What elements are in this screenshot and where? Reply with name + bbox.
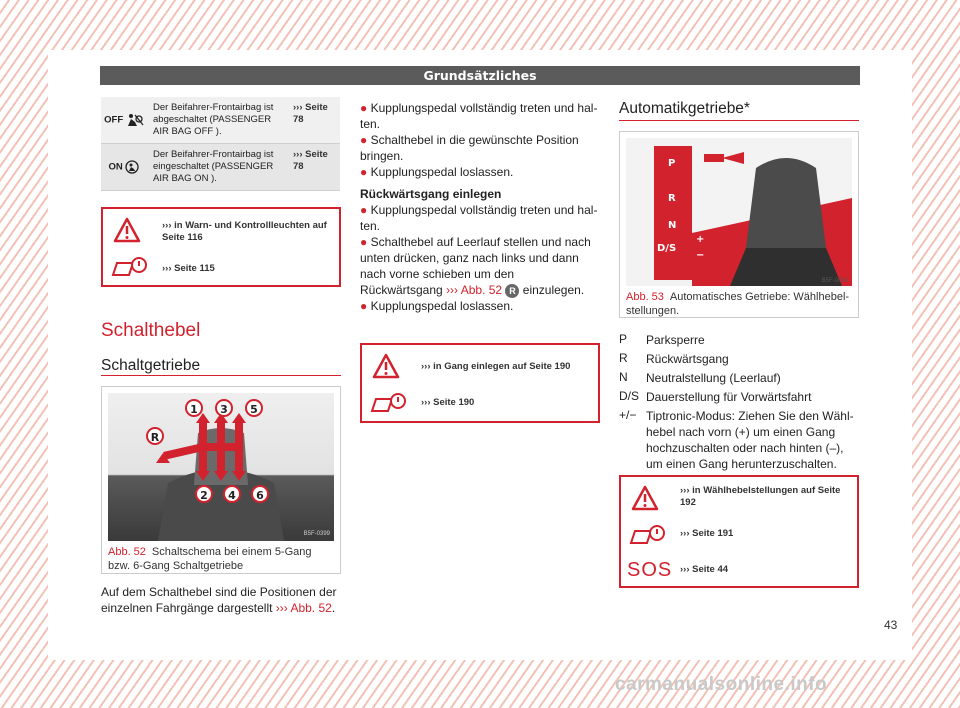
table-row: [101, 144, 340, 191]
list-item: +/− Tiptronic-Modus: Ziehen Sie den Wählhebel nach vorn (+) um einen Gang hochzuschalten oder nach hinten (–), um einen Gang herunterzuschalten.: [619, 408, 854, 471]
reverse-circle-icon: R: [505, 284, 519, 298]
airbag-on-text: Der Beifahrer-Frontairbag ist eingeschaltet (PASSENGER AIR BAG ON ).: [147, 144, 287, 191]
gear-selector-image: [626, 138, 852, 286]
gate-n-label: N: [668, 220, 677, 231]
gear-5-label: 5: [245, 399, 263, 417]
airbag-on-ref[interactable]: ››› Seite 78: [287, 144, 340, 191]
right-note-book-ref[interactable]: ››› Seite 191: [680, 528, 734, 539]
gear-position-list: [619, 330, 859, 472]
middle-text: [360, 100, 600, 314]
reverse-heading: Rückwärtsgang einlegen: [360, 187, 502, 201]
gate-minus-label: −: [696, 250, 705, 261]
list-item: P Parksperre: [619, 332, 705, 347]
list-item: ● Kupplungspedal vollständig treten und halten.: [360, 203, 598, 233]
left-note-warning-ref[interactable]: ››› in Warn- und Kontrollleuchten auf Seite 116: [162, 220, 327, 243]
list-item: ● Schalthebel in die gewünschte Position bringen.: [360, 133, 579, 163]
gate-ds-label: D/S: [657, 243, 677, 254]
gear-r-label: R: [146, 427, 164, 445]
gate-r-label: R: [668, 193, 676, 204]
figure-code: B5F-0010: [821, 278, 848, 284]
airbag-on-icon: ON: [101, 144, 147, 191]
warning-icon: [113, 217, 141, 243]
warning-icon: [631, 485, 659, 511]
airbag-off-icon: OFF: [101, 97, 147, 144]
figure-53-caption: Abb. 53 Automatisches Getriebe: Wählhebelstellungen.: [626, 291, 850, 317]
figure-code: B5F-0399: [303, 531, 330, 537]
subsection-title: Schaltgetriebe: [101, 357, 201, 374]
fig-52-link[interactable]: ››› Abb. 52: [275, 601, 332, 615]
right-note-sos-ref[interactable]: ››› Seite 44: [680, 564, 729, 575]
left-note-book-ref[interactable]: ››› Seite 115: [162, 263, 215, 274]
gear-2-label: 2: [195, 485, 213, 503]
list-item: ● Kupplungspedal loslassen.: [360, 165, 514, 179]
list-item: ● Kupplungspedal loslassen.: [360, 299, 514, 313]
gate-p-label: P: [668, 158, 676, 169]
list-item: D/S Dauerstellung für Vorwärtsfahrt: [619, 389, 812, 404]
figure-52-caption: Abb. 52 Schaltschema bei einem 5-Gang bzw. 6-Gang Schaltgetriebe: [108, 546, 312, 572]
book-icon: [111, 255, 149, 279]
middle-note-book-ref[interactable]: ››› Seite 190: [421, 397, 475, 408]
table-row: [101, 97, 340, 144]
gear-3-label: 3: [215, 399, 233, 417]
fig-52-link[interactable]: ››› Abb. 52: [446, 283, 503, 297]
right-note-warning-ref[interactable]: ››› in Wählhebelstellungen auf Seite 192: [680, 485, 841, 508]
list-item: N Neutralstellung (Leerlauf): [619, 370, 781, 385]
automatic-rule: [619, 120, 859, 121]
list-item: ● Schalthebel auf Leerlauf stellen und nach unten drücken, ganz nach links und dann nach vorne schieben um den Rückwärtsgang ››› Abb. 52 R einzulegen.: [360, 235, 591, 297]
page-number: 43: [884, 618, 898, 632]
left-body-text: Auf dem Schalthebel sind die Positionen der einzelnen Fahrgänge dargestellt ››› Abb. 52.: [101, 585, 337, 615]
left-note-box: [101, 207, 341, 287]
gear-4-label: 4: [223, 485, 241, 503]
airbag-off-text: Der Beifahrer-Frontairbag ist abgeschaltet (PASSENGER AIR BAG OFF ).: [147, 97, 287, 144]
subsection-rule: [101, 375, 341, 376]
automatic-title: Automatikgetriebe*: [619, 100, 750, 117]
book-icon: [370, 391, 408, 415]
list-item: R Rückwärtsgang: [619, 351, 729, 366]
figure-53: [619, 131, 859, 318]
watermark: carmanualsonline.info: [615, 674, 828, 695]
airbag-table: [101, 97, 340, 191]
gate-plus-label: +: [696, 234, 705, 245]
middle-note-box: [360, 343, 600, 423]
airbag-off-ref[interactable]: ››› Seite 78: [287, 97, 340, 144]
list-item: ● Kupplungspedal vollständig treten und halten.: [360, 101, 598, 131]
gear-6-label: 6: [251, 485, 269, 503]
sos-icon: SOS: [627, 559, 673, 581]
shift-pattern-image: [108, 393, 334, 541]
gear-1-label: 1: [185, 399, 203, 417]
warning-icon: [372, 353, 400, 379]
book-icon: [629, 523, 667, 547]
middle-note-warning-ref[interactable]: ››› in Gang einlegen auf Seite 190: [421, 361, 571, 372]
section-title: Schalthebel: [101, 320, 201, 341]
figure-52: [101, 386, 341, 574]
page-header: Grundsätzliches: [100, 66, 860, 85]
